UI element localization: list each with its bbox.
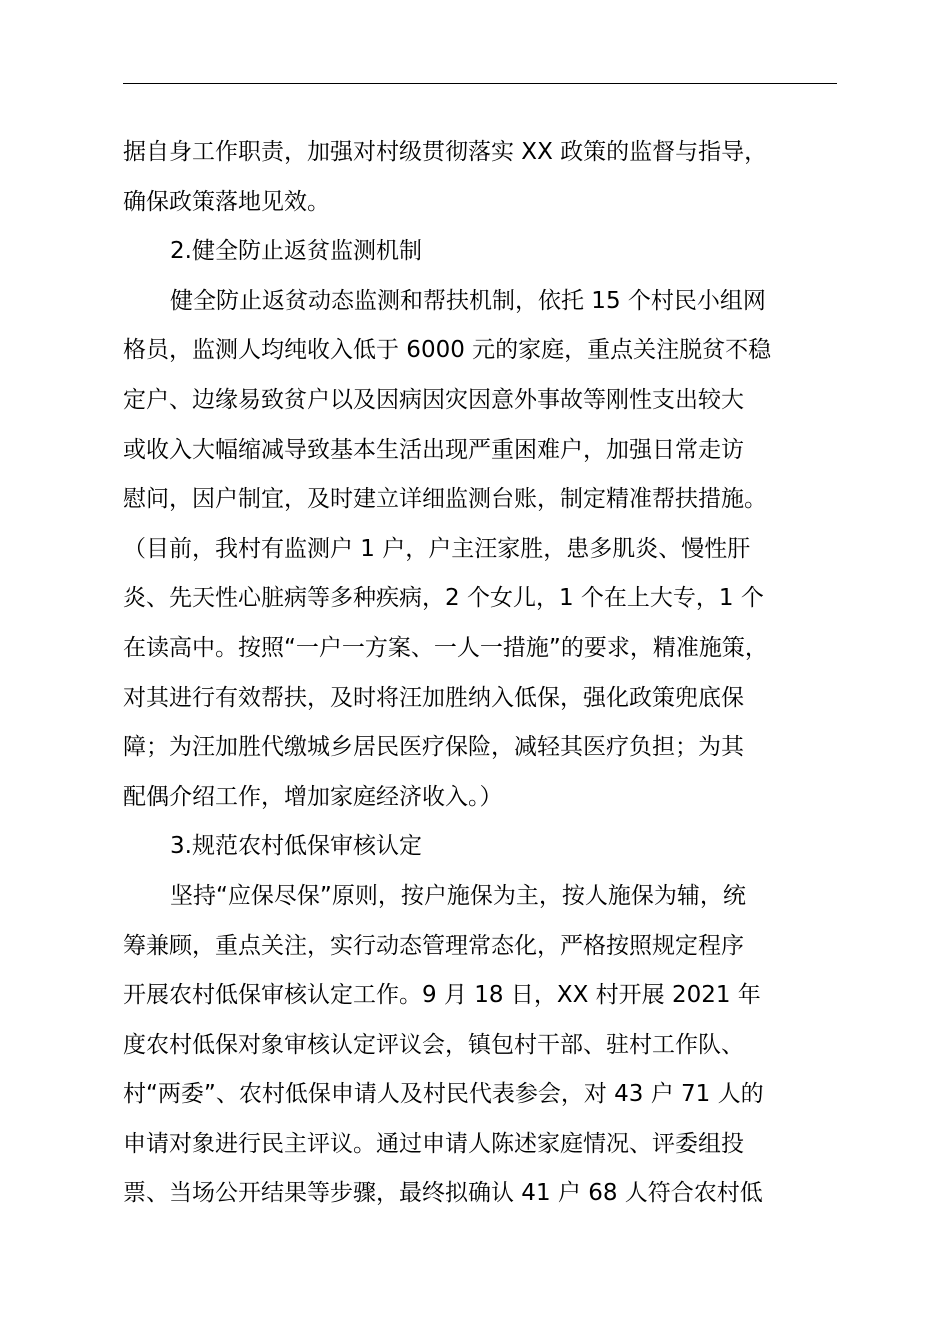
text-line: 申请对象进行民主评议。通过申请人陈述家庭情况、评委组投 (123, 1130, 744, 1157)
text-line: 在读高中。按照“一户一方案、一人一措施”的要求，精准施策， (123, 634, 768, 661)
text-line: 村“两委”、农村低保申请人及村民代表参会，对 43 户 71 人的 (123, 1081, 764, 1108)
text-line: 配偶介绍工作，增加家庭经济收入。） (123, 783, 503, 810)
text-line: 坚持“应保尽保”原则，按户施保为主，按人施保为辅，统 (170, 882, 746, 909)
text-line: 炎、先天性心脏病等多种疾病，2 个女儿，1 个在上大专，1 个 (123, 585, 764, 612)
text-line: 定户、边缘易致贫户以及因病因灾因意外事故等刚性支出较大 (123, 386, 744, 413)
section-heading: 3.规范农村低保审核认定 (170, 833, 422, 860)
text-line: 健全防止返贫动态监测和帮扶机制，依托 15 个村民小组网 (170, 287, 766, 314)
text-line: 确保政策落地见效。 (123, 188, 330, 215)
document-body (123, 128, 863, 1219)
text-line: 慰问，因户制宜，及时建立详细监测台账，制定精准帮扶措施。 (123, 486, 767, 513)
text-line: 据自身工作职责，加强对村级贯彻落实 XX 政策的监督与指导， (123, 139, 768, 165)
text-line: 对其进行有效帮扶，及时将汪加胜纳入低保，强化政策兜底保 (123, 684, 744, 711)
text-line: 票、当场公开结果等步骤，最终拟确认 41 户 68 人符合农村低 (123, 1180, 763, 1207)
text-line: 格员，监测人均纯收入低于 6000 元的家庭，重点关注脱贫不稳 (123, 337, 772, 364)
header-rule (123, 83, 837, 84)
text-line: 度农村低保对象审核认定评议会，镇包村干部、驻村工作队、 (123, 1031, 744, 1058)
text-line: 开展农村低保审核认定工作。9 月 18 日，XX 村开展 2021 年 (123, 982, 761, 1009)
text-line: 或收入大幅缩减导致基本生活出现严重困难户，加强日常走访 (123, 436, 744, 463)
section-heading: 2.健全防止返贫监测机制 (170, 238, 422, 265)
text-line: 障；为汪加胜代缴城乡居民医疗保险，减轻其医疗负担；为其 (123, 734, 744, 761)
text-line: 筹兼顾，重点关注，实行动态管理常态化，严格按照规定程序 (123, 932, 744, 959)
text-line: （目前，我村有监测户 1 户，户主汪家胜，患多肌炎、慢性肝 (123, 535, 751, 562)
